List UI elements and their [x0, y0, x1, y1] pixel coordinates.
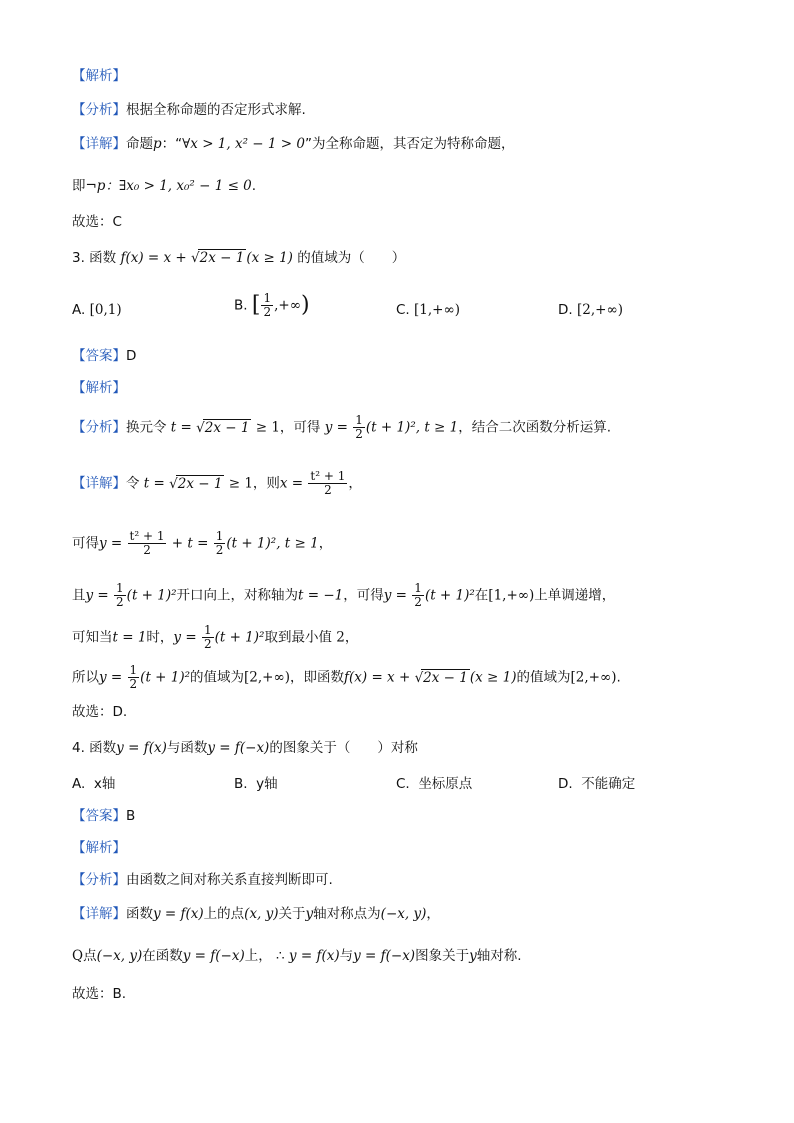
- daan-tag: 【答案】: [72, 808, 126, 824]
- math-frac: $\frac{1}{2}$: [203, 623, 212, 651]
- math-frac: $\frac{1}{2}$: [116, 581, 124, 609]
- math: (t + 1)²: [214, 629, 265, 646]
- option-label: B.: [234, 297, 248, 314]
- text: ，即函数: [290, 669, 345, 686]
- text: ，结合二次函数分析运算.: [458, 419, 612, 436]
- text: 在函数: [142, 948, 183, 964]
- text: 的值域为: [516, 669, 571, 686]
- q3-fenxi: 【分析】换元令 t = √2x − 1 ≥ 1，可得 y = $\frac{1}{2}$ (t + 1)², t ≥ 1，结合二次函数分析运算.: [72, 413, 612, 441]
- math: (−x, y): [96, 948, 143, 964]
- q4-option-c: [396, 774, 472, 794]
- text: 可知当: [72, 629, 113, 646]
- daan-tag: 【答案】: [72, 348, 126, 364]
- text: 图象关于: [415, 948, 470, 964]
- math-frac: $\frac{\text{t² + 1}}{2}$: [129, 529, 165, 557]
- fenxi-tag: 【分析】: [72, 872, 126, 888]
- math: (−x, y): [380, 906, 427, 922]
- math-radicand: 2x − 1: [199, 250, 245, 266]
- math: x =: [279, 475, 308, 492]
- text: 的值域为（ ）: [297, 250, 406, 266]
- q3-option-d: [558, 300, 623, 320]
- text: 可得: [72, 535, 99, 552]
- math: y = f(−x): [353, 948, 416, 964]
- text: 上的点: [203, 906, 245, 922]
- bracket: [: [251, 292, 261, 318]
- math: y: [305, 906, 314, 922]
- xiangjie-tag: 【详解】: [72, 136, 126, 152]
- math-text: ,+∞: [274, 297, 301, 314]
- math: f(x) = x +: [344, 669, 415, 686]
- xiangjie-tag: 【详解】: [72, 475, 126, 492]
- math: t = −1: [298, 587, 344, 604]
- q4-fenxi: [72, 870, 333, 890]
- text: ，: [348, 475, 362, 492]
- math: (t + 1)²: [365, 419, 416, 436]
- math: ≥ 1: [251, 419, 280, 436]
- math: t = 1: [112, 629, 147, 646]
- text: ，: [426, 906, 440, 922]
- option-value: [0,1): [89, 302, 122, 318]
- math: (x, y): [244, 906, 279, 922]
- sqrt-symbol: √: [414, 669, 424, 686]
- math: [2,+∞): [570, 669, 617, 686]
- option-value: [1,+∞): [414, 302, 460, 318]
- xiangjie-tag: 【详解】: [72, 906, 126, 922]
- text: 由函数之间对称关系直接判断即可.: [126, 872, 333, 888]
- math: (t + 1)², t ≥ 1: [226, 535, 319, 552]
- math-frac: $\frac{\text{t² + 1}}{2}$: [310, 469, 346, 497]
- math-p: p: [153, 136, 162, 152]
- text: ，则: [252, 475, 280, 492]
- option-value: 坐标原点: [418, 776, 473, 792]
- text: 轴对称点为: [313, 906, 381, 922]
- math-frac: $\frac{1}{2}$: [215, 529, 224, 557]
- text: ”为全称命题，其否定为特称命题，: [304, 136, 515, 152]
- math: y =: [85, 587, 114, 604]
- q3-line6: [72, 664, 621, 691]
- math: [2,+∞): [244, 669, 291, 686]
- option-label: A.: [72, 776, 86, 792]
- math-radicand: 2x − 1: [204, 419, 250, 436]
- q4-xiangjie-1: [72, 904, 440, 924]
- text: 上，: [244, 948, 272, 964]
- text: 且: [72, 587, 86, 604]
- option-label: D.: [558, 776, 573, 792]
- text: 函数: [126, 906, 153, 922]
- option-value: x轴: [93, 776, 116, 792]
- math-proposition: ∀x > 1, x² − 1 > 0: [182, 136, 305, 152]
- because-symbol: Q: [72, 948, 84, 964]
- q3-line5: [72, 624, 358, 651]
- guxuan-1: 故选：C: [72, 214, 122, 230]
- text: 即: [72, 178, 86, 194]
- q3-line4: [72, 582, 615, 609]
- math: + t =: [167, 535, 213, 552]
- jiexi-heading-3: 【解析】: [72, 840, 126, 856]
- sqrt-symbol: √: [169, 475, 178, 492]
- q4-option-b: [234, 774, 278, 794]
- math: ≥ 1: [224, 475, 253, 492]
- math: , t ≥ 1: [415, 419, 459, 436]
- q3-xiangjie-1: [72, 470, 362, 497]
- text: ，可得: [343, 587, 384, 604]
- sqrt-symbol: √: [196, 419, 205, 436]
- option-label: D.: [558, 302, 573, 318]
- text: 3. 函数: [72, 250, 117, 266]
- text: 关于: [278, 906, 306, 922]
- math-radicand: 2x − 1: [423, 669, 468, 686]
- math-negation: ¬p：∃x₀ > 1, x₀² − 1 ≤ 0: [85, 178, 252, 194]
- q4-option-d: [558, 774, 635, 794]
- math: y = f(−x): [207, 740, 270, 756]
- text: 点: [83, 948, 97, 964]
- text: 取到最小值: [264, 629, 332, 646]
- text: 4. 函数: [72, 740, 117, 756]
- text: 所以: [72, 669, 99, 686]
- text: ，: [344, 629, 359, 646]
- math: (t + 1)²: [140, 669, 191, 686]
- math: [1,+∞): [488, 587, 535, 604]
- sqrt-symbol: √: [191, 250, 200, 266]
- math: (t + 1)²: [126, 587, 177, 604]
- option-label: C.: [396, 776, 410, 792]
- negation-line: [72, 176, 256, 196]
- math-frac: $\frac{1}{2}$: [355, 413, 363, 441]
- math-cond: (x ≥ 1): [246, 250, 293, 266]
- text: 换元令: [126, 419, 167, 436]
- text: 命题: [126, 136, 153, 152]
- math-frac: $\frac{1}{2}$: [129, 663, 138, 691]
- q3-stem: [72, 248, 405, 268]
- math: y = f(x): [153, 906, 204, 922]
- guxuan-2: 故选：D.: [72, 704, 128, 720]
- math: (x ≥ 1): [469, 669, 517, 686]
- q4-xiangjie-2: [72, 946, 522, 966]
- text: 在: [474, 587, 489, 604]
- math: y =: [173, 629, 201, 646]
- math: y = f(−x): [182, 948, 245, 964]
- option-label: B.: [234, 776, 248, 792]
- text: 的图象关于（ ）对称: [269, 740, 418, 756]
- jiexi-heading-2: 【解析】: [72, 380, 126, 396]
- therefore-symbol: ∴: [276, 948, 285, 964]
- math: (t + 1)²: [424, 587, 475, 604]
- answer-value: B: [126, 808, 136, 824]
- fenxi-tag: 【分析】: [72, 419, 126, 436]
- option-value: [2,+∞): [576, 302, 623, 318]
- text: 开口向上，对称轴为: [176, 587, 299, 604]
- text: 上单调递增，: [534, 587, 616, 604]
- math-fx: f(x) = x +: [120, 250, 192, 266]
- text: 时，: [146, 629, 174, 646]
- math: y =: [99, 535, 127, 552]
- q3-answer: [72, 346, 136, 366]
- answer-value: D: [126, 348, 137, 364]
- q3-option-b: [234, 292, 310, 319]
- option-value: 不能确定: [581, 776, 636, 792]
- math: y =: [99, 669, 127, 686]
- math: y: [469, 948, 477, 964]
- math: t =: [170, 419, 197, 436]
- math-radicand: 2x − 1: [177, 475, 223, 492]
- text: .: [251, 178, 257, 194]
- q4-answer: [72, 806, 135, 826]
- math-frac: $\frac{1}{2}$: [414, 581, 422, 609]
- q3-option-a: [72, 300, 122, 320]
- text: 与: [339, 948, 354, 964]
- text: 与函数: [166, 740, 208, 756]
- fenxi-line-1: [72, 100, 306, 120]
- min-value: 2: [336, 629, 345, 646]
- jiexi-heading-1: 【解析】: [72, 68, 126, 84]
- text: 的值域为: [190, 669, 245, 686]
- q4-stem: [72, 738, 418, 758]
- q3-line3: [72, 530, 332, 557]
- math-frac: $\frac{1}{2}$: [263, 291, 272, 319]
- math: y = f(x): [116, 740, 167, 756]
- xiangjie-line-1: [72, 134, 514, 154]
- text: .: [616, 669, 621, 686]
- math: t =: [143, 475, 170, 492]
- q4-option-a: [72, 774, 115, 794]
- fenxi-text: 根据全称命题的否定形式求解.: [126, 102, 306, 118]
- text: 令: [126, 475, 140, 492]
- math: y =: [324, 419, 353, 436]
- fenxi-tag: 【分析】: [72, 102, 126, 118]
- text: ，: [318, 535, 333, 552]
- guxuan-3: 故选：B.: [72, 986, 127, 1002]
- option-label: A.: [72, 302, 86, 318]
- text: 轴对称.: [476, 948, 522, 964]
- math: y = f(x): [288, 948, 340, 964]
- math: y =: [383, 587, 412, 604]
- q3-option-c: [396, 300, 460, 320]
- bracket: ): [300, 292, 310, 318]
- option-value: y轴: [256, 776, 278, 792]
- option-label: C.: [396, 302, 410, 318]
- text: ：“: [161, 136, 183, 152]
